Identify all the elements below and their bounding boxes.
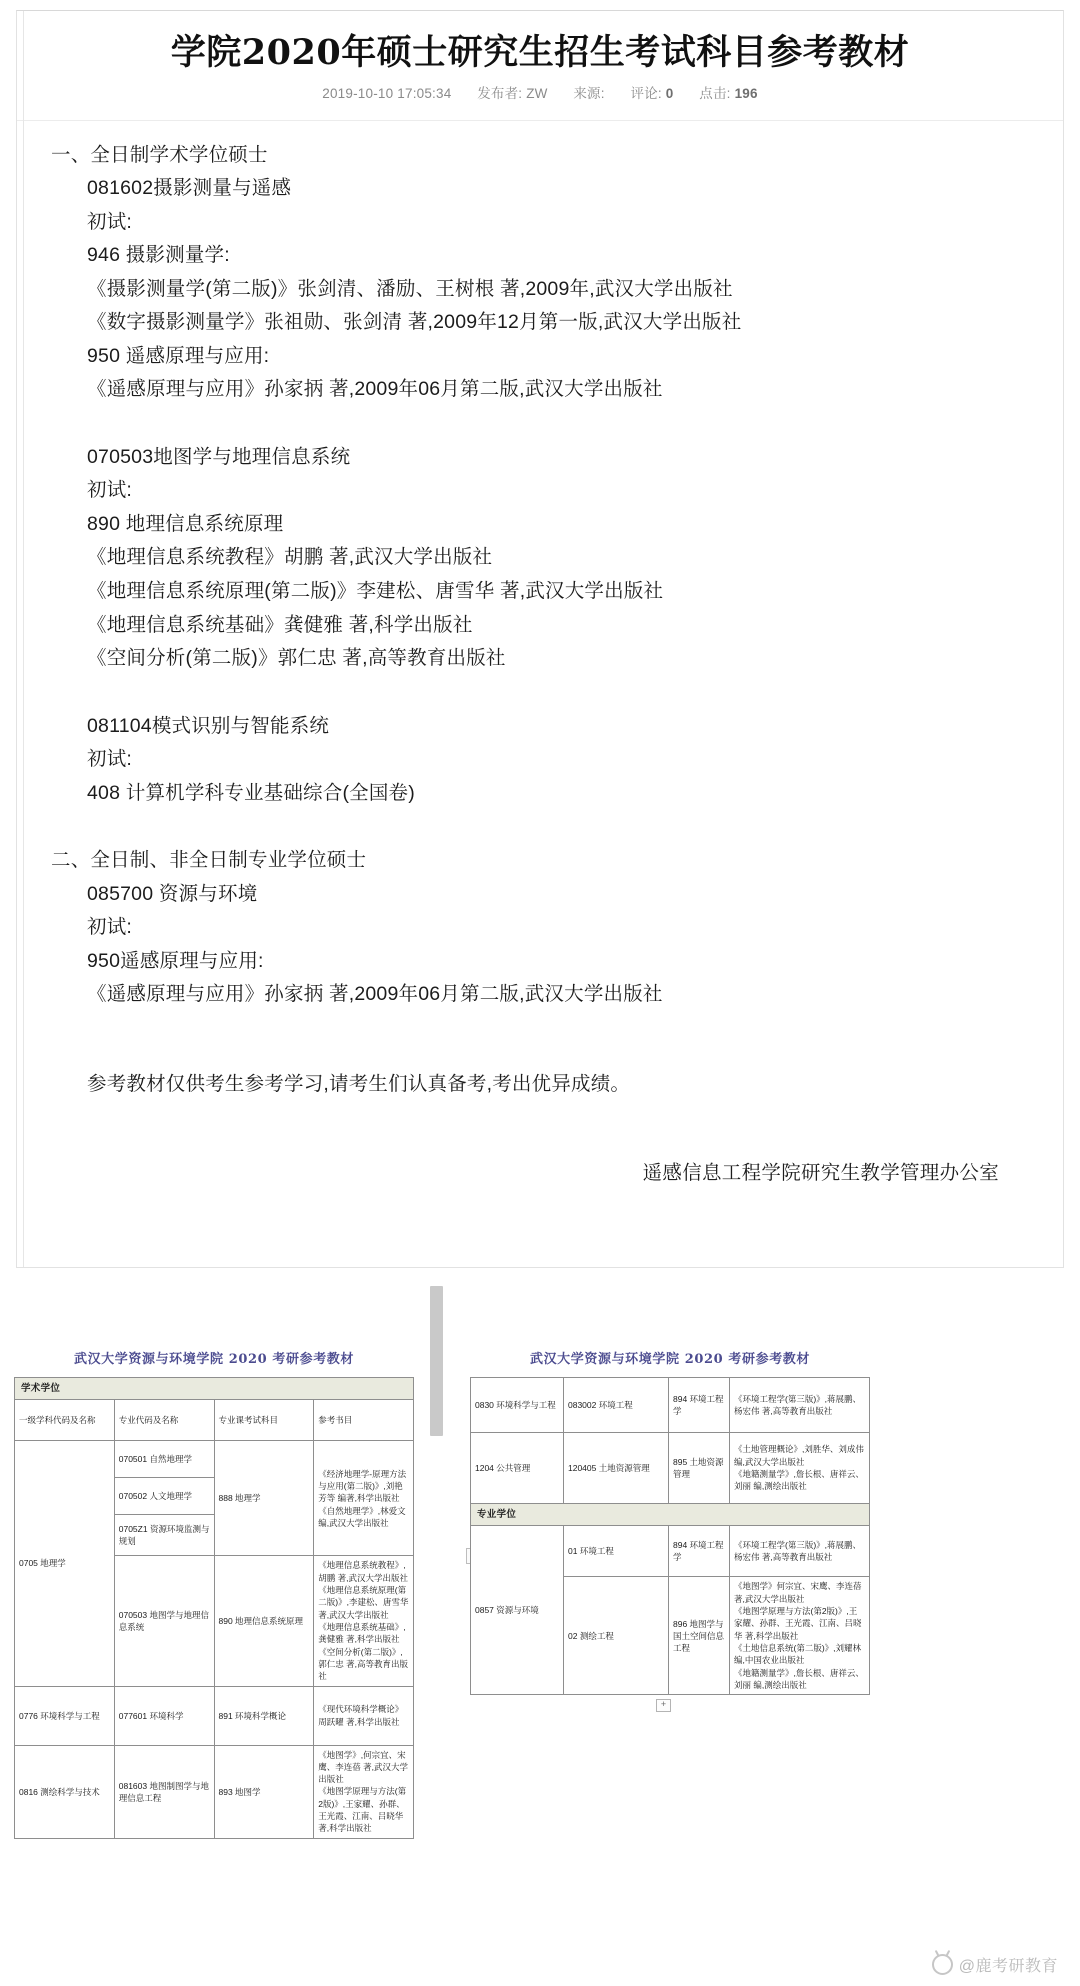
- left-table-pane: [14, 1286, 414, 1839]
- body-bottom-gap: [51, 1191, 1039, 1257]
- body-line: 《数字摄影测量学》张祖勋、张剑清 著,2009年12月第一版,武汉大学出版社: [87, 311, 742, 334]
- closing-note: 参考教材仅供考生参考学习,请考生们认真备考,考出优异成绩。: [87, 1072, 631, 1095]
- cell-major: 081603 地图制图学与地理信息工程: [114, 1745, 214, 1838]
- body-line: 《地理信息系统教程》胡鹏 著,武汉大学出版社: [87, 546, 493, 569]
- paragraph-gap: [51, 676, 1039, 710]
- cell-major: 070502 人文地理学: [114, 1478, 214, 1515]
- meta-source-label: 来源:: [573, 85, 605, 101]
- cell-discipline: 0776 环境科学与工程: [15, 1686, 115, 1745]
- body-line: 408 计算机学科专业基础综合(全国卷): [87, 781, 415, 804]
- left-table-title: 武汉大学资源与环境学院 2020 考研参考教材: [73, 1351, 355, 1367]
- body-line: 《空间分析(第二版)》郭仁忠 著,高等教育出版社: [87, 647, 506, 670]
- book-entry: 《地图学原理与方法(第2版)》,王家耀、孙群、王光霞、江南、吕晓华 著,科学出版社: [318, 1786, 407, 1834]
- cell-subject: 894 环境工程学: [669, 1377, 730, 1432]
- cell-major: 083002 环境工程: [564, 1377, 669, 1432]
- office-signature: 遥感信息工程学院研究生教学管理办公室: [642, 1162, 999, 1185]
- book-entry: 《土地管理概论》,刘胜华、刘成伟 编,武汉大学出版社: [734, 1444, 864, 1467]
- table-row: [471, 1526, 870, 1577]
- body-line: 初试:: [87, 479, 133, 502]
- book-entry: 《环境工程学(第三版)》,蒋展鹏、杨宏伟 著,高等教育出版社: [734, 1540, 862, 1563]
- table-band-row: [15, 1377, 414, 1399]
- expand-button[interactable]: +: [656, 1699, 671, 1712]
- table-row: [15, 1745, 414, 1838]
- book-entry: 《地理信息系统原理(第二版)》,李建松、唐雪华 著,武汉大学出版社: [318, 1585, 409, 1620]
- table-row: [15, 1441, 414, 1478]
- section-2-heading: 二、全日制、非全日制专业学位硕士: [51, 849, 367, 872]
- book-entry: 《地籍测量学》,詹长根、唐祥云、刘丽 编,测绘出版社: [734, 1468, 864, 1492]
- reference-tables-region: [0, 1286, 1080, 1986]
- body-line: 085700 资源与环境: [87, 882, 258, 905]
- cell-major: 120405 土地资源管理: [564, 1432, 669, 1503]
- cell-major: 01 环境工程: [564, 1526, 669, 1577]
- document-body: [17, 121, 1063, 1267]
- body-line: 950 遥感原理与应用:: [87, 344, 270, 367]
- band-academic-degree: 学术学位: [15, 1377, 414, 1399]
- band-professional-degree: 专业学位: [471, 1503, 870, 1525]
- body-line: 《摄影测量学(第二版)》张剑清、潘励、王树根 著,2009年,武汉大学出版社: [87, 277, 733, 300]
- cell-discipline: 0816 测绘科学与技术: [15, 1745, 115, 1838]
- deer-icon: [932, 1954, 953, 1975]
- col-header-major: 专业代码及名称: [114, 1400, 214, 1441]
- body-line: 950遥感原理与应用:: [87, 949, 264, 972]
- document-header: [17, 11, 1063, 121]
- table-band-row: [471, 1503, 870, 1525]
- body-line: 946 摄影测量学:: [87, 244, 230, 267]
- col-header-subject: 专业课考试科目: [214, 1400, 314, 1441]
- book-entry: 《地理信息系统基础》,龚健雅 著,科学出版社: [318, 1621, 406, 1645]
- meta-datetime: 2019-10-10 17:05:34: [322, 85, 452, 101]
- cell-major: 070503 地图学与地理信息系统: [114, 1556, 214, 1686]
- meta-publisher-value: ZW: [526, 85, 548, 101]
- book-entry: 《地图学原理与方法(第2版)》,王家耀、孙群、王光霞、江南、吕晓华 著,科学出版社: [734, 1606, 862, 1641]
- meta-comments-count: 0: [665, 85, 674, 101]
- meta-publisher: [477, 85, 547, 104]
- col-header-books: 参考书目: [314, 1400, 414, 1441]
- book-entry: 《经济地理学-原理方法与应用(第二版)》,刘艳芳等 编著,科学出版社: [318, 1468, 407, 1504]
- cell-subject: 890 地理信息系统原理: [214, 1556, 314, 1686]
- cell-subject: 895 土地资源管理: [669, 1432, 730, 1503]
- cell-books: [314, 1686, 414, 1745]
- cell-major: 02 测绘工程: [564, 1577, 669, 1695]
- book-entry: 《现代环境科学概论》周跃曜 著,科学出版社: [318, 1704, 404, 1727]
- book-entry: 《环境工程学(第三版)》,蒋展鹏、杨宏伟 著,高等教育出版社: [734, 1393, 862, 1416]
- body-line: 081104模式识别与智能系统: [87, 714, 330, 737]
- academic-degree-table: [14, 1377, 414, 1839]
- cell-books: [730, 1432, 870, 1503]
- body-line: 初试:: [87, 748, 133, 771]
- meta-publisher-label: 发布者:: [477, 85, 523, 101]
- body-line: 081602摄影测量与遥感: [87, 177, 292, 200]
- cell-major: 077601 环境科学: [114, 1686, 214, 1745]
- scroll-divider[interactable]: [430, 1286, 443, 1436]
- book-entry: 《地理信息系统教程》,胡鹏 著,武汉大学出版社: [318, 1560, 408, 1583]
- meta-comments-label: 评论:: [630, 85, 662, 101]
- body-line: 初试:: [87, 916, 133, 939]
- watermark-text: @鹿考研教育: [958, 1957, 1058, 1975]
- watermark: [932, 1953, 1058, 1976]
- cell-subject: 888 地理学: [214, 1441, 314, 1556]
- body-line: 初试:: [87, 210, 133, 233]
- cell-subject: 894 环境工程学: [669, 1526, 730, 1577]
- book-entry: 《地籍测量学》,詹长根、唐祥云、刘丽 编,测绘出版社: [734, 1667, 864, 1690]
- page-title: 学院2020年硕士研究生招生考试科目参考教材: [170, 32, 910, 73]
- paragraph-gap: [51, 407, 1039, 441]
- cell-major: 070501 自然地理学: [114, 1441, 214, 1478]
- table-row: [15, 1686, 414, 1745]
- right-table-title: 武汉大学资源与环境学院 2020 考研参考教材: [529, 1351, 811, 1367]
- col-header-discipline: 一级学科代码及名称: [15, 1400, 115, 1441]
- book-entry: 《土地信息系统(第二版)》,刘耀林 编,中国农业出版社: [734, 1642, 862, 1666]
- cell-books: [314, 1745, 414, 1838]
- professional-degree-table: [470, 1377, 870, 1695]
- paragraph-gap: [51, 1012, 1039, 1068]
- cell-subject: 891 环境科学概论: [214, 1686, 314, 1745]
- table-row: [471, 1432, 870, 1503]
- cell-discipline: 0830 环境科学与工程: [471, 1377, 564, 1432]
- table-row: [471, 1377, 870, 1432]
- cell-discipline: 0705 地理学: [15, 1441, 115, 1686]
- cell-subject: 893 地图学: [214, 1745, 314, 1838]
- body-line: 《地理信息系统原理(第二版)》李建松、唐雪华 著,武汉大学出版社: [87, 580, 664, 603]
- cell-books: [730, 1377, 870, 1432]
- body-line: 890 地理信息系统原理: [87, 512, 284, 535]
- cell-books: [314, 1556, 414, 1686]
- meta-hits-count: 196: [734, 85, 758, 101]
- section-1-heading: 一、全日制学术学位硕士: [51, 143, 268, 166]
- paragraph-gap: [51, 1101, 1039, 1157]
- book-entry: 《自然地理学》,林爱文 编,武汉大学出版社: [318, 1505, 406, 1528]
- book-entry: 《地图学》,何宗宜、宋鹰、李连蓓 著,武汉大学出版社: [318, 1749, 408, 1785]
- cell-major: 0705Z1 资源环境监测与规划: [114, 1515, 214, 1556]
- meta-comments: [630, 85, 673, 104]
- meta-hits: [699, 85, 757, 104]
- book-entry: 《空间分析(第二版)》,郭仁忠 著,高等教育出版社: [318, 1646, 408, 1682]
- book-entry: 《地图学》何宗宜、宋鹰、李连蓓 著,武汉大学出版社: [734, 1581, 862, 1604]
- body-line: 《地理信息系统基础》龚健雅 著,科学出版社: [87, 613, 473, 636]
- paragraph-gap: [51, 810, 1039, 844]
- meta-source: [573, 85, 604, 104]
- meta-hits-label: 点击:: [699, 85, 731, 101]
- right-table-pane: [470, 1286, 870, 1710]
- table-header-row: [15, 1400, 414, 1441]
- cell-books: [730, 1577, 870, 1695]
- body-line: 070503地图学与地理信息系统: [87, 445, 351, 468]
- article-meta: [37, 85, 1043, 110]
- body-line: 《遥感原理与应用》孙家抦 著,2009年06月第二版,武汉大学出版社: [87, 378, 663, 401]
- cell-discipline: 0857 资源与环境: [471, 1526, 564, 1695]
- body-line: 《遥感原理与应用》孙家抦 著,2009年06月第二版,武汉大学出版社: [87, 983, 663, 1006]
- cell-books: [314, 1441, 414, 1556]
- cell-subject: 896 地图学与国土空间信息工程: [669, 1577, 730, 1695]
- cell-books: [730, 1526, 870, 1577]
- article-container: [16, 10, 1064, 1268]
- cell-discipline: 1204 公共管理: [471, 1432, 564, 1503]
